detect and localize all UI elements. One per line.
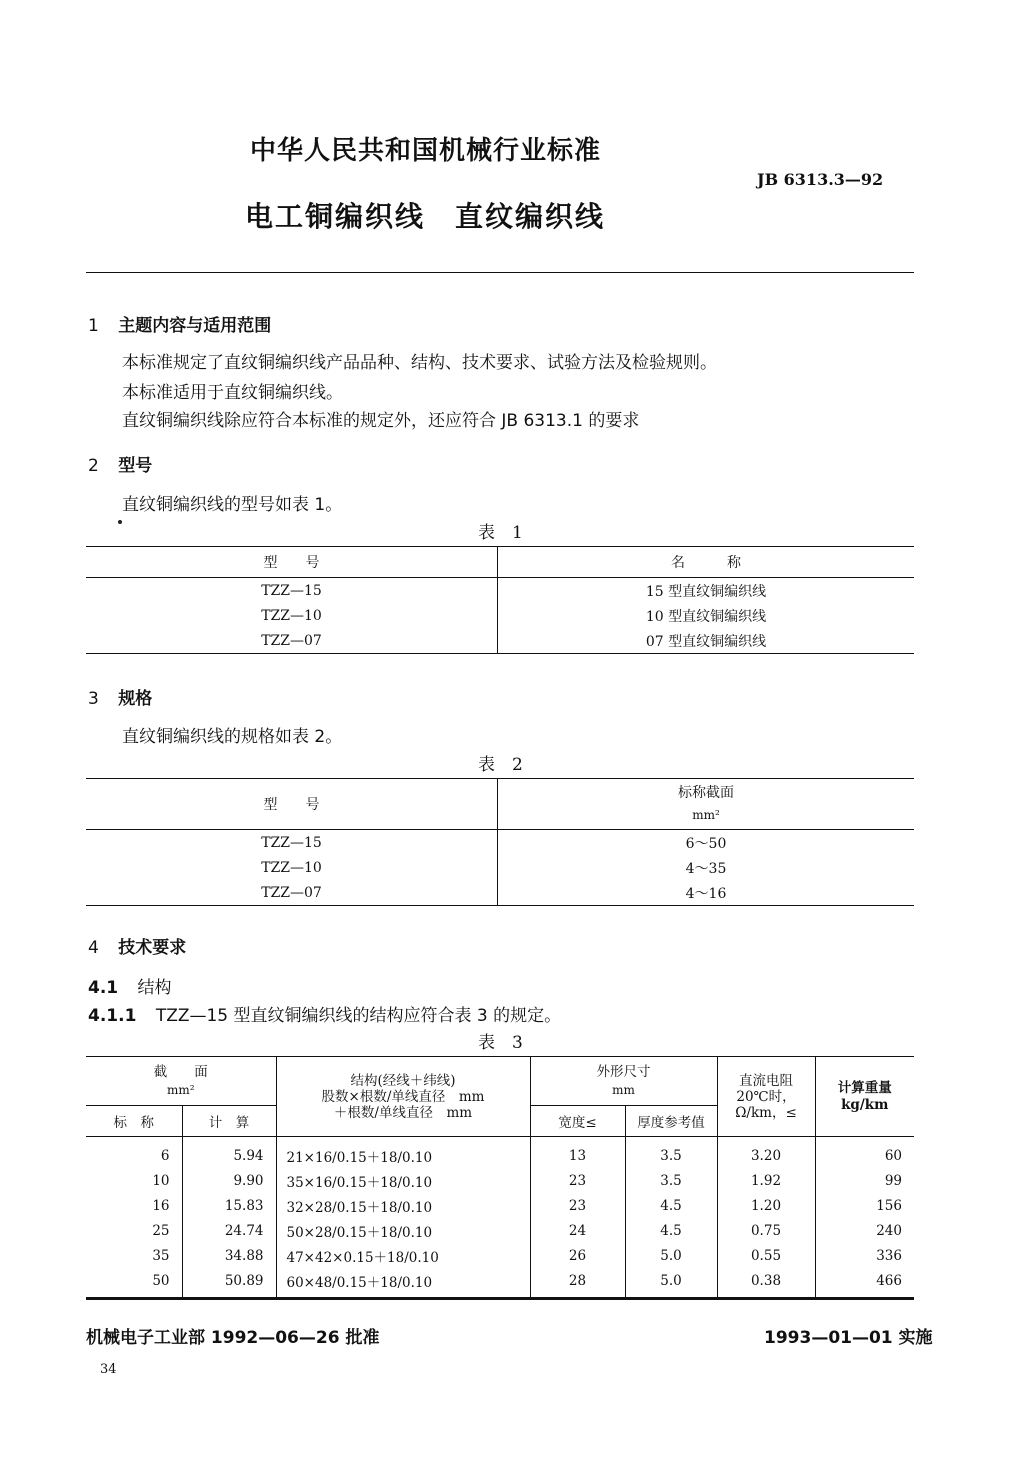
header-unit: mm² bbox=[166, 1083, 195, 1097]
table-cell: 0.55 bbox=[717, 1243, 815, 1268]
table-row bbox=[86, 578, 914, 604]
table-1-caption: 表 1 bbox=[478, 523, 523, 543]
table-row bbox=[86, 628, 914, 654]
header-cell: 型 号 bbox=[86, 547, 498, 578]
table-cell: 15 型直纹铜编织线 bbox=[645, 583, 767, 600]
table-cell: 156 bbox=[876, 1197, 902, 1214]
table-cell: 466 bbox=[876, 1272, 902, 1289]
table-row bbox=[86, 603, 914, 628]
table-cell: 5.94 bbox=[182, 1137, 276, 1169]
header-label: 标称截面 bbox=[678, 785, 734, 801]
dot-mark bbox=[118, 520, 122, 524]
table-cell: 26 bbox=[530, 1243, 625, 1268]
table-cell: 50 bbox=[86, 1268, 182, 1300]
header-label: 20℃时， bbox=[736, 1088, 796, 1105]
section-number: 3 bbox=[88, 689, 99, 709]
table-cell: TZZ—10 bbox=[86, 603, 498, 628]
header-cell: 型 号 bbox=[86, 779, 498, 830]
table-header-row bbox=[86, 1057, 914, 1106]
section-number: 4 bbox=[88, 938, 99, 958]
section-title: 主题内容与适用范围 bbox=[118, 316, 272, 336]
section-title: 规格 bbox=[118, 689, 153, 709]
section-1-heading bbox=[88, 311, 271, 336]
table-cell: 16 bbox=[86, 1193, 182, 1218]
header-label: 计算重量 bbox=[837, 1079, 892, 1096]
header-label: Ω/km，≤ bbox=[735, 1104, 797, 1121]
table-cell: 3.5 bbox=[625, 1168, 717, 1193]
table-cell: 6 bbox=[86, 1137, 182, 1169]
header-unit: kg/km bbox=[841, 1096, 889, 1113]
table-cell: 23 bbox=[530, 1193, 625, 1218]
table-cell: TZZ—10 bbox=[86, 855, 498, 880]
table-cell: TZZ—07 bbox=[86, 880, 498, 906]
approval-date: 机械电子工业部 1992—06—26 批准 bbox=[86, 1328, 380, 1348]
table-1 bbox=[86, 546, 914, 654]
table-cell: 47×42×0.15＋18/0.10 bbox=[276, 1243, 530, 1268]
table-cell: 4.5 bbox=[625, 1218, 717, 1243]
table-cell: 1.20 bbox=[717, 1193, 815, 1218]
table-cell: 60×48/0.15＋18/0.10 bbox=[276, 1268, 530, 1300]
header-unit: mm² bbox=[692, 808, 720, 822]
table-row bbox=[86, 1268, 914, 1300]
table-cell: 50×28/0.15＋18/0.10 bbox=[276, 1218, 530, 1243]
table-cell: 21×16/0.15＋18/0.10 bbox=[276, 1137, 530, 1169]
table-cell: 23 bbox=[530, 1168, 625, 1193]
table-cell: 0.75 bbox=[717, 1218, 815, 1243]
header-label: 结构(经线＋纬线) bbox=[350, 1072, 456, 1089]
table-cell: 07 型直纹铜编织线 bbox=[645, 633, 767, 650]
header-label: 股数×根数/单线直径 mm bbox=[321, 1088, 485, 1105]
table-cell: 4.5 bbox=[625, 1193, 717, 1218]
paragraph: 本标准规定了直纹铜编织线产品品种、结构、技术要求、试验方法及检验规则。 bbox=[122, 353, 717, 373]
table-cell: 50.89 bbox=[182, 1268, 276, 1300]
header-cell-resistance bbox=[717, 1057, 815, 1137]
header-cell: 宽度≤ bbox=[530, 1106, 625, 1137]
table-cell: 10 型直纹铜编织线 bbox=[645, 608, 767, 625]
table-cell: 13 bbox=[530, 1137, 625, 1169]
table-cell: 5.0 bbox=[625, 1268, 717, 1300]
header-cell-section bbox=[498, 779, 915, 830]
table-row bbox=[86, 830, 914, 856]
table-cell: 3.20 bbox=[717, 1137, 815, 1169]
table-row bbox=[86, 1243, 914, 1268]
paragraph: 直纹铜编织线的规格如表 2。 bbox=[122, 727, 343, 747]
table-row bbox=[86, 1137, 914, 1169]
table-cell: 6～50 bbox=[685, 835, 727, 852]
header-cell-section bbox=[86, 1057, 276, 1106]
table-row bbox=[86, 880, 914, 906]
table-cell: 1.92 bbox=[717, 1168, 815, 1193]
table-row bbox=[86, 855, 914, 880]
header-label: 外形尺寸 bbox=[596, 1064, 651, 1080]
table-cell: 5.0 bbox=[625, 1243, 717, 1268]
table-cell: 24 bbox=[530, 1218, 625, 1243]
standard-number: JB 6313.3—92 bbox=[757, 170, 884, 189]
header-cell: 标 称 bbox=[86, 1106, 182, 1137]
header-label: 截 面 bbox=[153, 1064, 208, 1080]
table-cell: 3.5 bbox=[625, 1137, 717, 1169]
table-cell: 25 bbox=[86, 1218, 182, 1243]
table-cell: TZZ—07 bbox=[86, 628, 498, 654]
table-cell: 35 bbox=[86, 1243, 182, 1268]
table-cell: 32×28/0.15＋18/0.10 bbox=[276, 1193, 530, 1218]
header-cell-dims bbox=[530, 1057, 717, 1106]
section-title: 型号 bbox=[118, 456, 153, 476]
table-cell: 4～16 bbox=[685, 885, 727, 902]
table-3-caption: 表 3 bbox=[478, 1033, 523, 1053]
table-cell: 35×16/0.15＋18/0.10 bbox=[276, 1168, 530, 1193]
table-2 bbox=[86, 778, 914, 906]
table-header-row bbox=[86, 547, 914, 578]
header-cell: 计 算 bbox=[182, 1106, 276, 1137]
header-cell-structure bbox=[276, 1057, 530, 1137]
paragraph: 直纹铜编织线除应符合本标准的规定外，还应符合 JB 6313.1 的要求 bbox=[122, 411, 640, 431]
section-number: 2 bbox=[88, 456, 99, 476]
table-cell: 4～35 bbox=[685, 860, 727, 877]
table-cell: 0.38 bbox=[717, 1268, 815, 1300]
table-cell: TZZ—15 bbox=[86, 578, 498, 604]
document-title: 电工铜编织线 直纹编织线 bbox=[245, 200, 606, 233]
header-cell-weight bbox=[815, 1057, 914, 1137]
section-4-1-1 bbox=[88, 1001, 561, 1026]
table-cell: 240 bbox=[876, 1222, 902, 1239]
paragraph: TZZ—15 型直纹铜编织线的结构应符合表 3 的规定。 bbox=[155, 1006, 562, 1026]
table-cell: 336 bbox=[876, 1247, 902, 1264]
header-rule bbox=[86, 272, 914, 273]
header-cell: 名 称 bbox=[498, 547, 915, 578]
table-cell: 28 bbox=[530, 1268, 625, 1300]
footer-rule bbox=[86, 1297, 914, 1299]
table-cell: 99 bbox=[884, 1172, 902, 1189]
section-2-heading bbox=[88, 451, 152, 476]
page-number: 34 bbox=[100, 1362, 117, 1377]
table-cell: 10 bbox=[86, 1168, 182, 1193]
table-row bbox=[86, 1193, 914, 1218]
section-number: 1 bbox=[88, 316, 99, 336]
table-cell: 34.88 bbox=[182, 1243, 276, 1268]
section-title: 结构 bbox=[137, 978, 172, 998]
section-3-heading bbox=[88, 684, 152, 709]
section-4-1-heading bbox=[88, 973, 172, 998]
table-row bbox=[86, 1218, 914, 1243]
table-header-row bbox=[86, 779, 914, 830]
section-number: 4.1.1 bbox=[88, 1006, 137, 1026]
table-cell: 9.90 bbox=[182, 1168, 276, 1193]
header-cell: 厚度参考值 bbox=[625, 1106, 717, 1137]
paragraph: 直纹铜编织线的型号如表 1。 bbox=[122, 495, 343, 515]
table-cell: 15.83 bbox=[182, 1193, 276, 1218]
section-number: 4.1 bbox=[88, 978, 119, 998]
paragraph: 本标准适用于直纹铜编织线。 bbox=[122, 383, 343, 403]
section-title: 技术要求 bbox=[118, 938, 187, 958]
org-title: 中华人民共和国机械行业标准 bbox=[250, 136, 602, 166]
section-4-heading bbox=[88, 933, 186, 958]
table-row bbox=[86, 1168, 914, 1193]
table-cell: 24.74 bbox=[182, 1218, 276, 1243]
table-cell: TZZ—15 bbox=[86, 830, 498, 856]
table-cell: 60 bbox=[884, 1147, 902, 1164]
table-3 bbox=[86, 1056, 914, 1300]
header-label: ＋根数/单线直径 mm bbox=[333, 1104, 473, 1121]
header-unit: mm bbox=[612, 1083, 635, 1097]
effective-date: 1993—01—01 实施 bbox=[764, 1328, 933, 1348]
header-label: 直流电阻 bbox=[739, 1072, 793, 1089]
table-2-caption: 表 2 bbox=[478, 755, 523, 775]
